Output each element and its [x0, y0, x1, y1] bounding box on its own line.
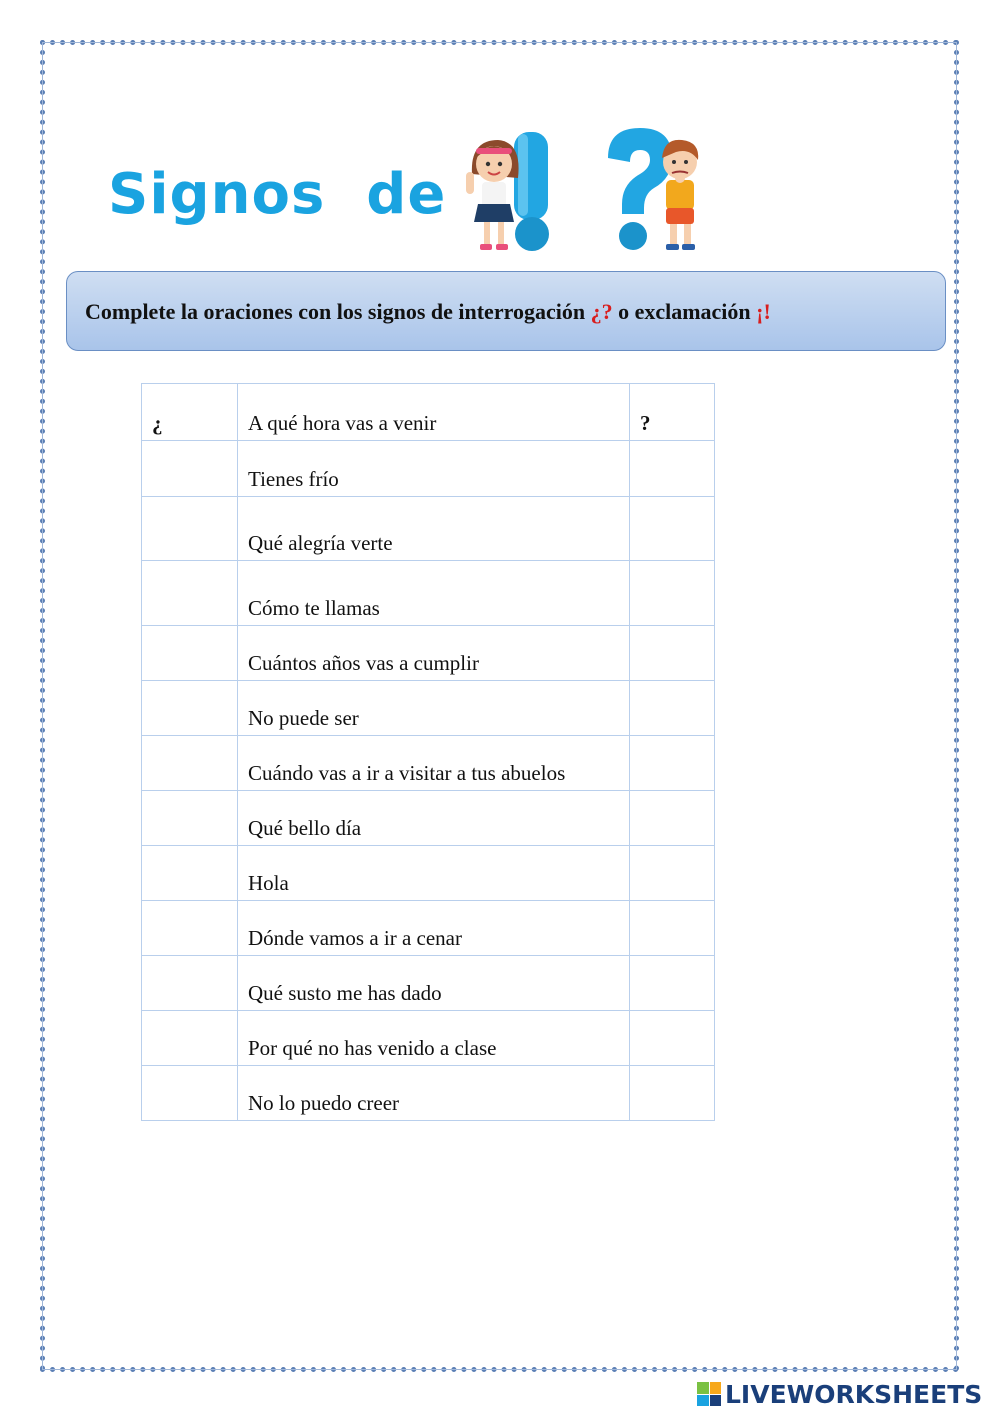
- sentence-cell: Dónde vamos a ir a cenar: [238, 901, 630, 956]
- exclamation-symbols: ¡!: [756, 299, 771, 324]
- title-graphic: [458, 118, 708, 258]
- boy-character-icon: [662, 140, 698, 250]
- close-mark-input[interactable]: [630, 1011, 715, 1066]
- sentence-cell: No lo puedo creer: [238, 1066, 630, 1121]
- open-mark-input[interactable]: [142, 1066, 238, 1121]
- table-row: [142, 956, 715, 1011]
- instruction-box: [66, 271, 946, 351]
- open-mark-input[interactable]: [142, 1011, 238, 1066]
- open-mark-input[interactable]: [142, 791, 238, 846]
- liveworksheets-logo: [697, 1378, 982, 1410]
- instruction-connector: o exclamación: [618, 299, 751, 324]
- sentence-cell: Cuándo vas a ir a visitar a tus abuelos: [238, 736, 630, 791]
- table-row: [142, 681, 715, 736]
- close-mark-input[interactable]: [630, 956, 715, 1011]
- question-mark-icon: [608, 128, 672, 250]
- table-row-example: [142, 384, 715, 441]
- open-mark-input[interactable]: [142, 736, 238, 791]
- sentence-cell: Qué alegría verte: [238, 497, 630, 561]
- exclamation-mark-icon: [514, 132, 549, 251]
- open-mark-input[interactable]: [142, 497, 238, 561]
- sentence-cell: Hola: [238, 846, 630, 901]
- open-mark-input[interactable]: [142, 681, 238, 736]
- close-mark-cell: ?: [630, 384, 715, 441]
- sentence-cell: No puede ser: [238, 681, 630, 736]
- sentence-cell: Cuántos años vas a cumplir: [238, 626, 630, 681]
- table-row: [142, 441, 715, 497]
- sentence-cell: Qué susto me has dado: [238, 956, 630, 1011]
- table-row: [142, 846, 715, 901]
- girl-character-icon: [466, 140, 519, 250]
- open-mark-input[interactable]: [142, 846, 238, 901]
- exercise-table: [141, 383, 715, 1121]
- table-row: [142, 561, 715, 626]
- open-mark-input[interactable]: [142, 901, 238, 956]
- open-mark-input[interactable]: [142, 626, 238, 681]
- sentence-cell: Por qué no has venido a clase: [238, 1011, 630, 1066]
- sentence-cell: Tienes frío: [238, 441, 630, 497]
- sentence-cell: Qué bello día: [238, 791, 630, 846]
- open-mark-input[interactable]: [142, 441, 238, 497]
- close-mark-input[interactable]: [630, 681, 715, 736]
- table-row: [142, 901, 715, 956]
- sentence-cell: Cómo te llamas: [238, 561, 630, 626]
- instruction-text: Complete la oraciones con los signos de interrogación: [85, 299, 586, 324]
- sentence-cell: A qué hora vas a venir: [238, 384, 630, 441]
- table-row: [142, 626, 715, 681]
- table-row: [142, 497, 715, 561]
- brand-name: LIVEWORKSHEETS: [725, 1379, 983, 1409]
- table-row: [142, 1011, 715, 1066]
- table-row: [142, 791, 715, 846]
- close-mark-input[interactable]: [630, 1066, 715, 1121]
- close-mark-input[interactable]: [630, 441, 715, 497]
- close-mark-input[interactable]: [630, 561, 715, 626]
- open-mark-input[interactable]: [142, 561, 238, 626]
- open-mark-cell: ¿: [142, 384, 238, 441]
- table-row: [142, 1066, 715, 1121]
- liveworksheets-logo-icon: [697, 1382, 721, 1406]
- open-mark-input[interactable]: [142, 956, 238, 1011]
- question-symbols: ¿?: [590, 299, 613, 324]
- close-mark-input[interactable]: [630, 791, 715, 846]
- close-mark-input[interactable]: [630, 626, 715, 681]
- close-mark-input[interactable]: [630, 901, 715, 956]
- close-mark-input[interactable]: [630, 736, 715, 791]
- table-row: [142, 736, 715, 791]
- close-mark-input[interactable]: [630, 497, 715, 561]
- page-title: Signos de: [108, 162, 447, 227]
- close-mark-input[interactable]: [630, 846, 715, 901]
